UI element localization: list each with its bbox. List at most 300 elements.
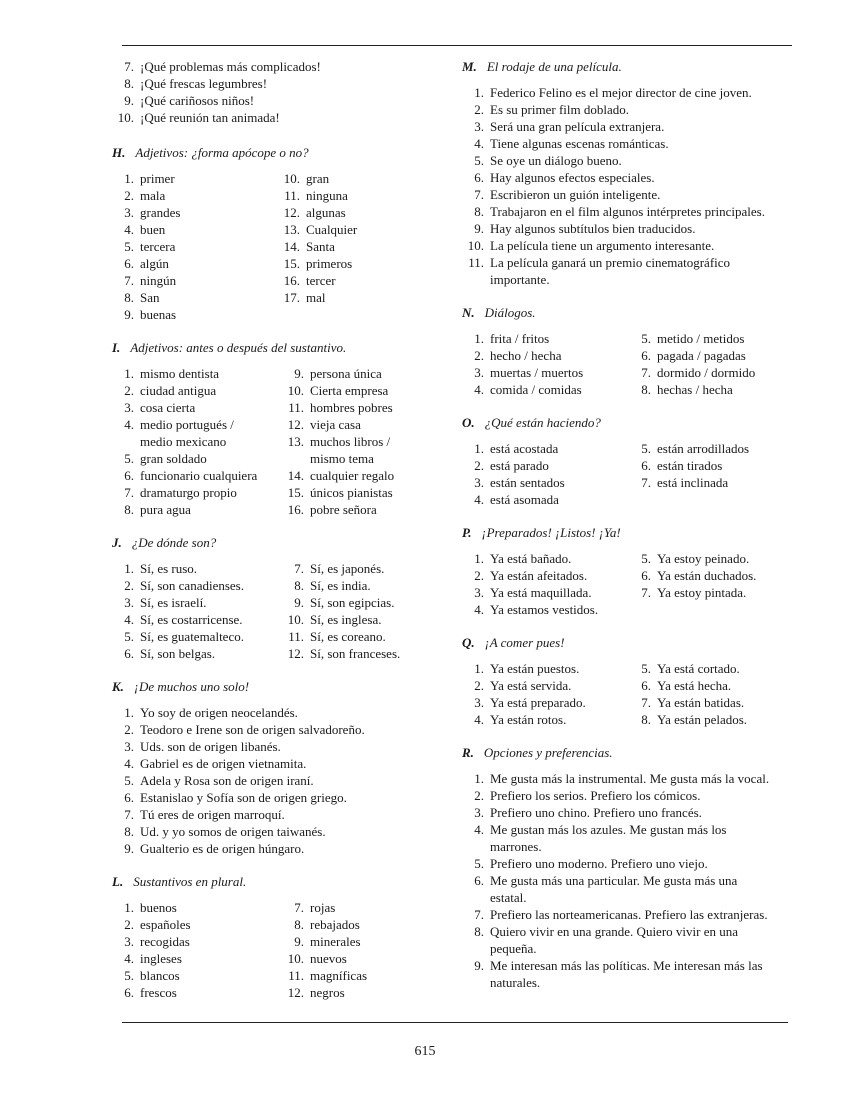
- item-text: está inclinada: [657, 475, 729, 490]
- list-item: [282, 984, 432, 1001]
- item-text: gran: [306, 171, 330, 186]
- section-title: Sustantivos en plural.: [133, 874, 247, 889]
- item-number: 1.: [124, 561, 134, 576]
- item-text: Sí, son egipcias.: [310, 595, 395, 610]
- item-text: muertas / muertos: [490, 365, 584, 380]
- item-number: 6.: [474, 873, 484, 888]
- section-heading: [462, 304, 807, 321]
- item-text: están tirados: [657, 458, 723, 473]
- item-number: 6.: [124, 790, 134, 805]
- list-item: [462, 169, 807, 186]
- item-number: 5.: [124, 629, 134, 644]
- item-text: recogidas: [140, 934, 190, 949]
- item-text: Me gusta más la instrumental. Me gusta más la vocal.: [490, 771, 770, 786]
- list-item: [462, 940, 807, 957]
- item-text: hombres pobres: [310, 400, 393, 415]
- item-number: 2.: [474, 568, 484, 583]
- answer-grid: [462, 550, 807, 618]
- list-item: [282, 560, 432, 577]
- list-item: [112, 501, 282, 518]
- list-item: [462, 135, 807, 152]
- item-number: 4.: [124, 951, 134, 966]
- item-number: 10.: [117, 110, 134, 125]
- item-number: 2.: [474, 458, 484, 473]
- item-number: 8.: [641, 712, 651, 727]
- item-number: 5.: [641, 661, 651, 676]
- item-number: 5.: [641, 441, 651, 456]
- item-text: Prefiero uno chino. Prefiero uno francés.: [490, 805, 702, 820]
- item-number: [462, 940, 490, 957]
- list-item: [462, 220, 807, 237]
- answer-grid: [462, 330, 807, 398]
- item-number: 7.: [641, 365, 651, 380]
- section-m: [462, 58, 807, 288]
- item-text: hechas / hecha: [657, 382, 733, 397]
- item-number: 7.: [474, 187, 484, 202]
- item-text: Me gusta más una particular. Me gusta más una: [490, 873, 738, 888]
- list-item: [112, 611, 282, 628]
- section-letter: P.: [462, 525, 472, 540]
- list-item: [462, 855, 807, 872]
- list-item: [278, 255, 428, 272]
- item-text: cosa cierta: [140, 400, 196, 415]
- list-item: [462, 889, 807, 906]
- item-number: 4.: [474, 492, 484, 507]
- list-item: [462, 118, 807, 135]
- item-text: Ya está bañado.: [490, 551, 572, 566]
- section-title: ¡De muchos uno solo!: [133, 679, 250, 694]
- item-text: Ya están rotos.: [490, 712, 567, 727]
- item-number: 9.: [124, 841, 134, 856]
- left-column: [112, 58, 432, 1017]
- item-number: 5.: [474, 856, 484, 871]
- answer-column: [278, 170, 428, 323]
- item-number: 6.: [641, 348, 651, 363]
- item-number: 6.: [641, 568, 651, 583]
- item-number: 5.: [641, 551, 651, 566]
- list-item: [462, 203, 807, 220]
- item-text: mal: [306, 290, 326, 305]
- item-text: Trabajaron en el film algunos intérpretes principales.: [490, 204, 765, 219]
- item-number: 7.: [124, 807, 134, 822]
- list-item: [629, 567, 799, 584]
- item-number: 14.: [287, 468, 304, 483]
- item-number: 2.: [474, 348, 484, 363]
- list-item: [112, 755, 432, 772]
- list-item: [112, 382, 282, 399]
- item-text: españoles: [140, 917, 191, 932]
- item-text: naturales.: [490, 975, 541, 990]
- item-text: Sí, son franceses.: [310, 646, 401, 661]
- list-item: [112, 433, 282, 450]
- item-number: 7.: [641, 475, 651, 490]
- item-text: Ya estamos vestidos.: [490, 602, 599, 617]
- item-number: 7.: [124, 59, 134, 74]
- list-item: [112, 738, 432, 755]
- item-number: 17.: [283, 290, 300, 305]
- list-item: [462, 237, 807, 254]
- answer-grid: [462, 440, 807, 508]
- item-number: 6.: [474, 170, 484, 185]
- list-item: [112, 467, 282, 484]
- list-item: [462, 804, 807, 821]
- item-number: 5.: [124, 968, 134, 983]
- item-number: [282, 450, 310, 467]
- item-text: Cualquier: [306, 222, 358, 237]
- item-text: primeros: [306, 256, 353, 271]
- item-text: Prefiero uno moderno. Prefiero uno viejo.: [490, 856, 708, 871]
- list-item: [282, 577, 432, 594]
- item-text: Uds. son de origen libanés.: [140, 739, 281, 754]
- item-text: mismo dentista: [140, 366, 220, 381]
- section-title: Diálogos.: [484, 305, 536, 320]
- list-item: [462, 957, 807, 974]
- list-item: [462, 101, 807, 118]
- item-number: 15.: [287, 485, 304, 500]
- item-number: 4.: [124, 756, 134, 771]
- item-text: algún: [140, 256, 169, 271]
- answer-column: [112, 170, 278, 323]
- item-number: 3.: [474, 695, 484, 710]
- list-item: [462, 906, 807, 923]
- list-item: [282, 450, 432, 467]
- item-number: 3.: [124, 205, 134, 220]
- item-text: Gualterio es de origen húngaro.: [140, 841, 305, 856]
- list-item: [462, 347, 629, 364]
- list-item: [112, 916, 282, 933]
- item-text: Será una gran película extranjera.: [490, 119, 665, 134]
- list-item: [629, 330, 799, 347]
- list-item: [629, 694, 799, 711]
- list-item: [112, 58, 432, 75]
- list-item: [282, 501, 432, 518]
- page-number: 615: [414, 1044, 436, 1059]
- list-item: [462, 491, 629, 508]
- list-item: [112, 840, 432, 857]
- section-title: Opciones y preferencias.: [483, 745, 613, 760]
- item-number: 2.: [124, 917, 134, 932]
- list-item: [462, 84, 807, 101]
- item-text: están sentados: [490, 475, 565, 490]
- list-item: [112, 704, 432, 721]
- item-number: 7.: [294, 561, 304, 576]
- list-item: [629, 440, 799, 457]
- item-text: Ya está hecha.: [657, 678, 732, 693]
- item-text: Estanislao y Sofía son de origen griego.: [140, 790, 347, 805]
- list-item: [462, 694, 629, 711]
- answer-grid: [112, 170, 432, 323]
- list-item: [112, 450, 282, 467]
- list-item: [112, 933, 282, 950]
- section-heading: [112, 873, 432, 890]
- item-text: dramaturgo propio: [140, 485, 237, 500]
- list-item: [112, 289, 278, 306]
- answer-grid: [112, 365, 432, 518]
- answer-column: [462, 440, 629, 508]
- list-item: [112, 806, 432, 823]
- section-letter: H.: [112, 145, 126, 160]
- item-number: 16.: [287, 502, 304, 517]
- item-text: Ya estoy pintada.: [657, 585, 747, 600]
- list-item: [629, 364, 799, 381]
- item-text: Ya está preparado.: [490, 695, 586, 710]
- item-text: pura agua: [140, 502, 191, 517]
- item-text: Sí, es inglesa.: [310, 612, 382, 627]
- item-text: Ud. y yo somos de origen taiwanés.: [140, 824, 326, 839]
- item-number: 9.: [474, 221, 484, 236]
- list-item: [282, 611, 432, 628]
- item-number: 2.: [124, 383, 134, 398]
- list-item: [462, 381, 629, 398]
- list-item: [278, 289, 428, 306]
- item-text: Sí, es costarricense.: [140, 612, 243, 627]
- section-letter: M.: [462, 59, 477, 74]
- item-number: 7.: [641, 695, 651, 710]
- list-item: [629, 677, 799, 694]
- item-text: estatal.: [490, 890, 527, 905]
- item-text: frita / fritos: [490, 331, 550, 346]
- item-number: 1.: [474, 331, 484, 346]
- item-number: 6.: [124, 646, 134, 661]
- list-item: [629, 660, 799, 677]
- list-item: [282, 416, 432, 433]
- list-item: [112, 823, 432, 840]
- item-text: Gabriel es de origen vietnamita.: [140, 756, 307, 771]
- item-number: 6.: [124, 468, 134, 483]
- list-item: [282, 382, 432, 399]
- item-number: 11.: [288, 629, 304, 644]
- item-number: 3.: [124, 595, 134, 610]
- section-title: ¡Preparados! ¡Listos! ¡Ya!: [481, 525, 621, 540]
- item-number: 4.: [474, 602, 484, 617]
- section-heading: [462, 524, 807, 541]
- item-number: 4.: [124, 612, 134, 627]
- list-item: [112, 772, 432, 789]
- item-text: ninguna: [306, 188, 348, 203]
- answer-grid: [112, 560, 432, 662]
- list-item: [629, 550, 799, 567]
- answer-column: [112, 365, 282, 518]
- item-text: dormido / dormido: [657, 365, 756, 380]
- list-item: [112, 170, 278, 187]
- section-title: El rodaje de una película.: [486, 59, 622, 74]
- list-item: [278, 221, 428, 238]
- item-text: medio mexicano: [140, 434, 227, 449]
- item-text: Sí, es ruso.: [140, 561, 198, 576]
- item-number: [462, 838, 490, 855]
- list-item: [282, 628, 432, 645]
- item-text: vieja casa: [310, 417, 361, 432]
- item-number: 1.: [124, 171, 134, 186]
- list-item: [112, 399, 282, 416]
- section-title: ¿Qué están haciendo?: [484, 415, 601, 430]
- item-number: 6.: [124, 985, 134, 1000]
- list-item: [462, 457, 629, 474]
- item-number: 11.: [288, 400, 304, 415]
- item-number: 3.: [474, 475, 484, 490]
- item-text: Hay algunos subtítulos bien traducidos.: [490, 221, 696, 236]
- item-text: Adela y Rosa son de origen iraní.: [140, 773, 314, 788]
- item-text: Yo soy de origen neocelandés.: [140, 705, 298, 720]
- item-number: 2.: [474, 788, 484, 803]
- item-text: Tiene algunas escenas románticas.: [490, 136, 669, 151]
- list-item: [462, 787, 807, 804]
- item-number: 13.: [287, 434, 304, 449]
- item-number: 8.: [124, 502, 134, 517]
- item-text: Ya están pelados.: [657, 712, 748, 727]
- item-number: 5.: [474, 153, 484, 168]
- item-text: ningún: [140, 273, 177, 288]
- item-text: blancos: [140, 968, 180, 983]
- item-text: primer: [140, 171, 175, 186]
- item-text: Sí, son canadienses.: [140, 578, 244, 593]
- list-item: [112, 950, 282, 967]
- list-item: [112, 789, 432, 806]
- list-item: [462, 550, 629, 567]
- item-number: 10.: [287, 612, 304, 627]
- list-item: [282, 933, 432, 950]
- item-text: nuevos: [310, 951, 347, 966]
- item-number: 5.: [641, 331, 651, 346]
- section-l: [112, 873, 432, 1001]
- list-item: [282, 916, 432, 933]
- item-number: 9.: [124, 93, 134, 108]
- bottom-rule: [122, 1022, 788, 1023]
- list-item: [112, 187, 278, 204]
- list-item: [112, 238, 278, 255]
- list-item: [462, 711, 629, 728]
- item-number: 1.: [474, 771, 484, 786]
- item-text: negros: [310, 985, 345, 1000]
- list-item: [278, 238, 428, 255]
- list-item: [112, 365, 282, 382]
- item-number: 12.: [287, 417, 304, 432]
- list-item: [462, 186, 807, 203]
- section-o: [462, 414, 807, 508]
- item-text: La película tiene un argumento interesante.: [490, 238, 715, 253]
- item-text: ¡Qué reunión tan animada!: [140, 110, 280, 125]
- item-number: 16.: [283, 273, 300, 288]
- list-item: [629, 347, 799, 364]
- section-letter: R.: [462, 745, 474, 760]
- list-item: [278, 204, 428, 221]
- item-text: Ya están batidas.: [657, 695, 745, 710]
- list-item: [112, 984, 282, 1001]
- list-item: [278, 170, 428, 187]
- item-text: grandes: [140, 205, 181, 220]
- item-number: 12.: [287, 985, 304, 1000]
- list-item: [629, 711, 799, 728]
- item-text: Ya está cortado.: [657, 661, 740, 676]
- item-text: mismo tema: [310, 451, 374, 466]
- intro-list: [112, 58, 432, 126]
- list-item: [282, 484, 432, 501]
- item-text: tercer: [306, 273, 336, 288]
- answer-column: [629, 330, 799, 398]
- item-text: minerales: [310, 934, 361, 949]
- list-item: [112, 645, 282, 662]
- section-heading: [462, 58, 807, 75]
- item-text: Ya está servida.: [490, 678, 572, 693]
- list-item: [282, 365, 432, 382]
- list-item: [112, 577, 282, 594]
- list-item: [282, 950, 432, 967]
- item-number: 8.: [641, 382, 651, 397]
- item-text: hecho / hecha: [490, 348, 562, 363]
- list-item: [112, 75, 432, 92]
- item-number: [462, 974, 490, 991]
- answer-column: [462, 550, 629, 618]
- section-r: [462, 744, 807, 991]
- item-text: ciudad antigua: [140, 383, 217, 398]
- list-item: [112, 416, 282, 433]
- item-text: marrones.: [490, 839, 542, 854]
- answer-column: [112, 899, 282, 1001]
- section-heading: [462, 414, 807, 431]
- item-text: comida / comidas: [490, 382, 582, 397]
- item-text: Tú eres de origen marroquí.: [140, 807, 285, 822]
- section-k: [112, 678, 432, 857]
- item-number: 5.: [124, 239, 134, 254]
- answer-column: [282, 365, 432, 518]
- list-item: [462, 770, 807, 787]
- item-text: Cierta empresa: [310, 383, 389, 398]
- list-item: [282, 433, 432, 450]
- list-item: [462, 254, 807, 271]
- item-number: 9.: [294, 366, 304, 381]
- answer-grid: [462, 660, 807, 728]
- list-item: [278, 187, 428, 204]
- list-item: [282, 899, 432, 916]
- item-text: buenas: [140, 307, 177, 322]
- list-item: [462, 152, 807, 169]
- item-number: 9.: [294, 934, 304, 949]
- list-item: [462, 601, 629, 618]
- top-rule: [122, 45, 792, 46]
- item-text: Federico Felino es el mejor director de cine joven.: [490, 85, 752, 100]
- answer-column: [462, 660, 629, 728]
- item-number: 3.: [124, 934, 134, 949]
- list-item: [462, 440, 629, 457]
- section-heading: [112, 534, 432, 551]
- item-number: 10.: [283, 171, 300, 186]
- section-p: [462, 524, 807, 618]
- list-item: [462, 364, 629, 381]
- item-number: 1.: [474, 85, 484, 100]
- item-number: 4.: [474, 822, 484, 837]
- answer-column: [112, 560, 282, 662]
- list-item: [112, 560, 282, 577]
- list-item: [112, 272, 278, 289]
- section-n: [462, 304, 807, 398]
- item-number: 8.: [294, 578, 304, 593]
- item-number: 9.: [294, 595, 304, 610]
- item-text: únicos pianistas: [310, 485, 393, 500]
- item-text: Santa: [306, 239, 335, 254]
- item-text: Sí, es coreano.: [310, 629, 386, 644]
- item-text: funcionario cualquiera: [140, 468, 258, 483]
- section-q: [462, 634, 807, 728]
- list-item: [282, 399, 432, 416]
- item-text: persona única: [310, 366, 382, 381]
- item-text: Ya estoy peinado.: [657, 551, 750, 566]
- item-number: 7.: [294, 900, 304, 915]
- list-item: [462, 677, 629, 694]
- item-text: Prefiero los serios. Prefiero los cómicos.: [490, 788, 701, 803]
- item-text: Sí, es israelí.: [140, 595, 207, 610]
- item-text: Sí, son belgas.: [140, 646, 216, 661]
- section-heading: [462, 634, 807, 651]
